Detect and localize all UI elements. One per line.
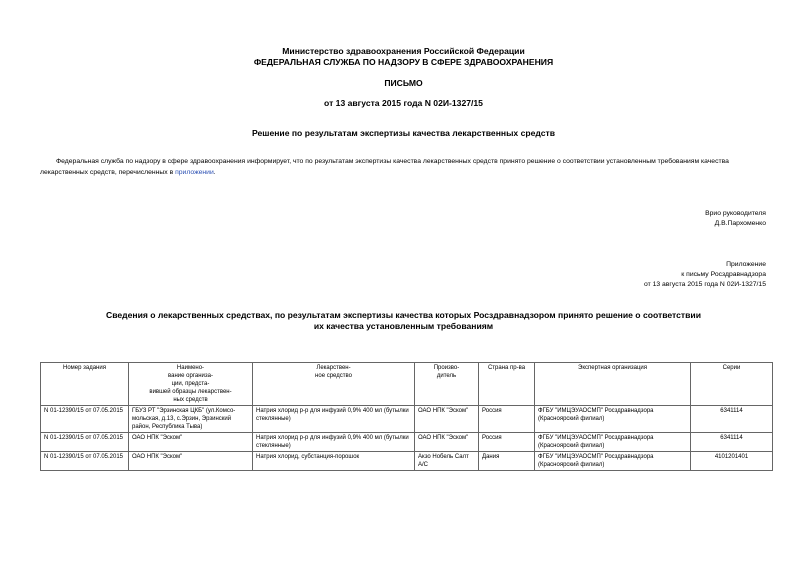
table-row [41,452,773,471]
cell-medicine: Натрия хлорид, субстанция-порошок [253,452,415,471]
cell-expert-org: ФГБУ "ИМЦЭУАОСМП" Росздравнадзора (Красноярский филиал) [535,406,691,433]
body-paragraph [40,157,770,178]
table-row [41,406,773,433]
cell-task-number: N 01-12390/15 от 07.05.2015 [41,406,129,433]
cell-country: Дания [479,452,535,471]
medicines-table [40,362,773,471]
signatory-name: Д.В.Пархоменко [714,220,766,227]
cell-series: 6341114 [691,433,773,452]
cell-country: Россия [479,433,535,452]
appendix-link[interactable]: приложении [175,168,214,176]
col-task-number: Номер задания [41,363,129,406]
table-header-row [41,363,773,406]
cell-organization: ОАО НПК "Эском" [129,452,253,471]
document-date-number: от 13 августа 2015 года N 02И-1327/15 [324,98,483,108]
col-country: Страна пр-ва [479,363,535,406]
cell-expert-org: ФГБУ "ИМЦЭУАОСМП" Росздравнадзора (Красноярский филиал) [535,452,691,471]
cell-manufacturer: ОАО НПК "Эском" [415,406,479,433]
cell-manufacturer: Акзо Нобель Салт А/С [415,452,479,471]
cell-task-number: N 01-12390/15 от 07.05.2015 [41,433,129,452]
appendix-date: от 13 августа 2015 года N 02И-1327/15 [643,281,766,288]
paragraph-text: Федеральная служба по надзору в сфере здравоохранения информирует, что по результатам экспертизы качества лекарственных средств принято решение о соответствии установленным требованиям качества лекарственных средств, перечисленных в [40,158,729,176]
col-organization: Наимено- вание организа- ции, предста- вившей образцы лекарствен- ных средств [129,363,253,406]
cell-series: 6341114 [691,406,773,433]
document-type: ПИСЬМО [384,78,423,88]
cell-medicine: Натрия хлорид р-р для инфузий 0,9% 400 мл (бутылки стеклянные) [253,406,415,433]
table-row [41,433,773,452]
cell-medicine: Натрия хлорид р-р для инфузий 0,9% 400 мл (бутылки стеклянные) [253,433,415,452]
cell-expert-org: ФГБУ "ИМЦЭУАОСМП" Росздравнадзора (Красноярский филиал) [535,433,691,452]
col-expert-org: Экспертная организация [535,363,691,406]
signatory-position: Врио руководителя [705,210,766,217]
cell-manufacturer: ОАО НПК "Эском" [415,433,479,452]
document-subject: Решение по результатам экспертизы качества лекарственных средств [251,128,556,138]
ministry-name: Министерство здравоохранения Российской Федерации [282,46,525,56]
cell-organization: ГБУЗ РТ "Эрзинская ЦКБ" (ул.Комсо-мольская, д.13, с.Эрзин, Эрзинский район, Республика Тыва) [129,406,253,433]
cell-series: 4101201401 [691,452,773,471]
col-medicine: Лекарствен- ное средство [253,363,415,406]
paragraph-end: . [213,168,216,176]
service-name: ФЕДЕРАЛЬНАЯ СЛУЖБА ПО НАДЗОРУ В СФЕРЕ ЗДРАВООХРАНЕНИЯ [253,57,554,67]
cell-organization: ОАО НПК "Эском" [129,433,253,452]
appendix-label: Приложение [726,261,766,268]
cell-task-number: N 01-12390/15 от 07.05.2015 [41,452,129,471]
col-series: Серии [691,363,773,406]
appendix-reference: к письму Росздравнадзора [681,271,766,278]
col-manufacturer: Произво- дитель [415,363,479,406]
cell-country: Россия [479,406,535,433]
appendix-title: Сведения о лекарственных средствах, по результатам экспертизы качества которых Росздравнадзором принято решение о соответствии их качества установленным требованиям [106,310,701,331]
